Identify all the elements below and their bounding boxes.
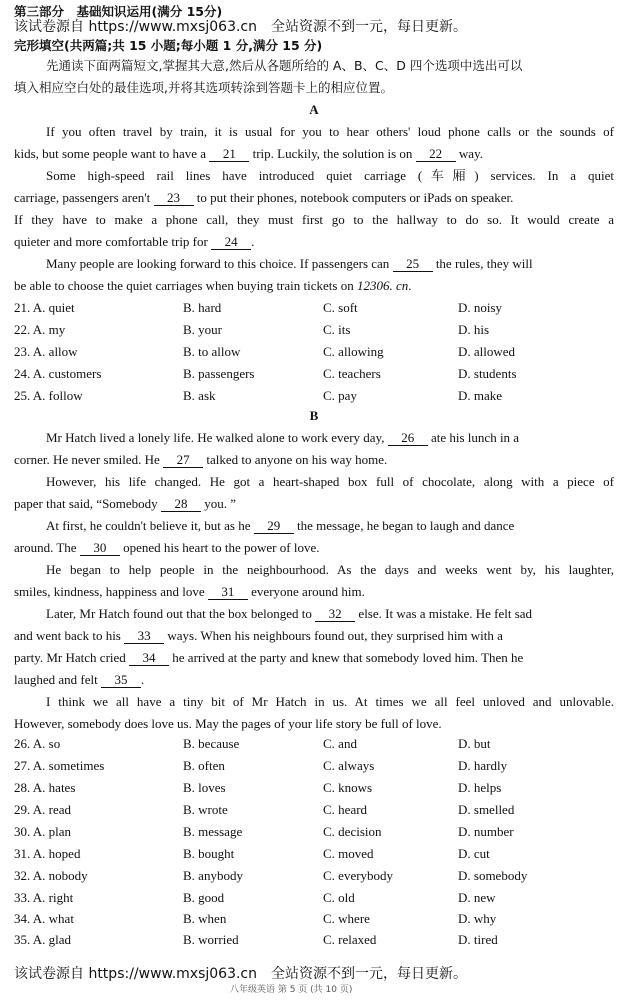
option-d[interactable]: D. allowed — [458, 344, 516, 359]
option-d[interactable]: D. number — [458, 824, 514, 839]
passage-a-line: If they have to make a phone call, they must first go to the hallway to do so. It would create a — [14, 212, 614, 227]
option-a[interactable]: 32. A. nobody — [14, 868, 88, 883]
option-c[interactable]: C. decision — [323, 824, 382, 839]
passage-b-line: However, somebody does love us. May the pages of your life story be full of love. — [14, 716, 442, 731]
option-d[interactable]: D. why — [458, 911, 497, 926]
blank-29: 29 — [254, 519, 294, 534]
option-c[interactable]: C. pay — [323, 388, 357, 403]
option-c[interactable]: C. always — [323, 758, 375, 773]
blank-24: 24 — [211, 235, 251, 250]
option-d[interactable]: D. but — [458, 736, 491, 751]
passage-b-line: Later, Mr Hatch found out that the box belonged to 32 else. It was a mistake. He felt sad — [46, 606, 533, 621]
option-c[interactable]: C. knows — [323, 780, 373, 795]
section-title: 第三部分 基础知识运用(满分 15分) — [14, 4, 223, 19]
option-d[interactable]: D. smelled — [458, 802, 515, 817]
passage-a-line: Many people are looking forward to this choice. If passengers can 25 the rules, they will — [46, 256, 533, 271]
option-a[interactable]: 24. A. customers — [14, 366, 102, 381]
option-d[interactable]: D. tired — [458, 932, 498, 947]
passage-a-line: kids, but some people want to have a 21 trip. Luckily, the solution is on 22 way. — [14, 146, 483, 161]
blank-21: 21 — [209, 147, 249, 162]
passage-a-line: Some high-speed rail lines have introduced quiet carriage (车厢) services. In a quiet — [46, 168, 614, 183]
option-c[interactable]: C. soft — [323, 300, 358, 315]
passage-b-line: paper that said, “Somebody 28 you. ” — [14, 496, 236, 511]
option-a[interactable]: 26. A. so — [14, 736, 61, 751]
watermark-bottom: 该试卷源自 https://www.mxsj063.cn 全站资源不到一元，每日更新。 — [14, 966, 467, 982]
blank-30: 30 — [80, 541, 120, 556]
blank-34: 34 — [129, 651, 169, 666]
option-b[interactable]: B. passengers — [183, 366, 255, 381]
option-a[interactable]: 25. A. follow — [14, 388, 83, 403]
blank-28: 28 — [161, 497, 201, 512]
option-d[interactable]: D. cut — [458, 846, 490, 861]
blank-33: 33 — [124, 629, 164, 644]
option-b[interactable]: B. message — [183, 824, 243, 839]
blank-25: 25 — [393, 257, 433, 272]
option-c[interactable]: C. allowing — [323, 344, 384, 359]
option-c[interactable]: C. old — [323, 890, 355, 905]
passage-b-line: He began to help people in the neighbourhood. As the days and weeks went by, his laughter, — [46, 562, 614, 577]
passage-a-line: carriage, passengers aren't 23 to put their phones, notebook computers or iPads on speaker. — [14, 190, 514, 205]
option-b[interactable]: B. good — [183, 890, 225, 905]
cloze-heading: 完形填空(共两篇;共 15 小题;每小题 1 分,满分 15 分) — [14, 38, 323, 53]
option-c[interactable]: C. where — [323, 911, 370, 926]
option-c[interactable]: C. teachers — [323, 366, 381, 381]
option-a[interactable]: 27. A. sometimes — [14, 758, 105, 773]
option-c[interactable]: C. relaxed — [323, 932, 377, 947]
option-b[interactable]: B. ask — [183, 388, 216, 403]
option-b[interactable]: B. often — [183, 758, 225, 773]
option-b[interactable]: B. when — [183, 911, 227, 926]
option-b[interactable]: B. wrote — [183, 802, 228, 817]
option-d[interactable]: D. his — [458, 322, 490, 337]
passage-a-line: If you often travel by train, it is usual for you to hear others' loud phone calls or the sounds of — [46, 124, 614, 139]
blank-35: 35 — [101, 673, 141, 688]
option-c[interactable]: C. moved — [323, 846, 374, 861]
blank-23: 23 — [154, 191, 194, 206]
option-b[interactable]: B. to allow — [183, 344, 241, 359]
blank-31: 31 — [208, 585, 248, 600]
option-a[interactable]: 29. A. read — [14, 802, 72, 817]
page-footer: 八年级英语 第 5 页 (共 10 页) — [230, 985, 353, 995]
option-d[interactable]: D. noisy — [458, 300, 503, 315]
option-b[interactable]: B. hard — [183, 300, 222, 315]
passage-b-line: smiles, kindness, happiness and love 31 everyone around him. — [14, 584, 365, 599]
option-d[interactable]: D. helps — [458, 780, 502, 795]
option-b[interactable]: B. bought — [183, 846, 235, 861]
website-text: 12306. cn — [356, 278, 409, 293]
option-b[interactable]: B. your — [183, 322, 222, 337]
watermark-top — [200, 3, 588, 19]
option-b[interactable]: B. anybody — [183, 868, 243, 883]
option-b[interactable]: B. worried — [183, 932, 239, 947]
option-c[interactable]: C. everybody — [323, 868, 394, 883]
passage-b-line: Mr Hatch lived a lonely life. He walked alone to work every day, 26 ate his lunch in a — [46, 430, 520, 445]
option-a[interactable]: 23. A. allow — [14, 344, 78, 359]
passage-b-line: and went back to his 33 ways. When his neighbours found out, they surprised him with a — [14, 628, 503, 643]
blank-26: 26 — [388, 431, 428, 446]
option-a[interactable]: 30. A. plan — [14, 824, 72, 839]
option-d[interactable]: D. students — [458, 366, 517, 381]
option-c[interactable]: C. heard — [323, 802, 368, 817]
option-a[interactable]: 28. A. hates — [14, 780, 76, 795]
cloze-instruction: 先通读下面两篇短文,掌握其大意,然后从各题所给的 A、B、C、D 四个选项中选出可以 — [46, 58, 523, 73]
passage-b-line: At first, he couldn't believe it, but as he 29 the message, he began to laugh and dance — [46, 518, 515, 533]
blank-27: 27 — [163, 453, 203, 468]
option-b[interactable]: B. because — [183, 736, 240, 751]
watermark-top-source: 该试卷源自 https://www.mxsj063.cn 全站资源不到一元，每日更新。 — [14, 19, 467, 35]
option-a[interactable]: 33. A. right — [14, 890, 74, 905]
passage-b-line: laughed and felt 35 . — [14, 672, 145, 687]
passage-b-line: However, his life changed. He got a heart-shaped box full of chocolate, along with a piece of — [46, 474, 614, 489]
option-d[interactable]: D. new — [458, 890, 496, 905]
passage-a-line: quieter and more comfortable trip for 24 . — [14, 234, 255, 249]
option-a[interactable]: 22. A. my — [14, 322, 66, 337]
passage-a-line: be able to choose the quiet carriages when buying train tickets on 12306. cn. — [14, 278, 412, 293]
blank-32: 32 — [315, 607, 355, 622]
passage-b-label: B — [309, 408, 319, 423]
passage-b-line: around. The 30 opened his heart to the power of love. — [14, 540, 320, 555]
passage-b-line: I think we all have a tiny bit of Mr Hatch in us. At times we all feel unloved and unlovable. — [46, 694, 614, 709]
option-c[interactable]: C. its — [323, 322, 351, 337]
passage-b-line: party. Mr Hatch cried 34 he arrived at the party and knew that somebody loved him. Then he — [14, 650, 524, 665]
cloze-instruction-cont: 填入相应空白处的最佳选项,并将其选项转涂到答题卡上的相应位置。 — [14, 80, 393, 95]
option-a[interactable]: 21. A. quiet — [14, 300, 75, 315]
option-d[interactable]: D. hardly — [458, 758, 508, 773]
option-a[interactable]: 35. A. glad — [14, 932, 72, 947]
option-d[interactable]: D. make — [458, 388, 503, 403]
option-a[interactable]: 31. A. hoped — [14, 846, 81, 861]
passage-a-label: A — [309, 102, 319, 117]
blank-22: 22 — [416, 147, 456, 162]
option-c[interactable]: C. and — [323, 736, 357, 751]
option-d[interactable]: D. somebody — [458, 868, 528, 883]
passage-b-line: corner. He never smiled. He 27 talked to anyone on his way home. — [14, 452, 388, 467]
option-a[interactable]: 34. A. what — [14, 911, 74, 926]
option-b[interactable]: B. loves — [183, 780, 226, 795]
